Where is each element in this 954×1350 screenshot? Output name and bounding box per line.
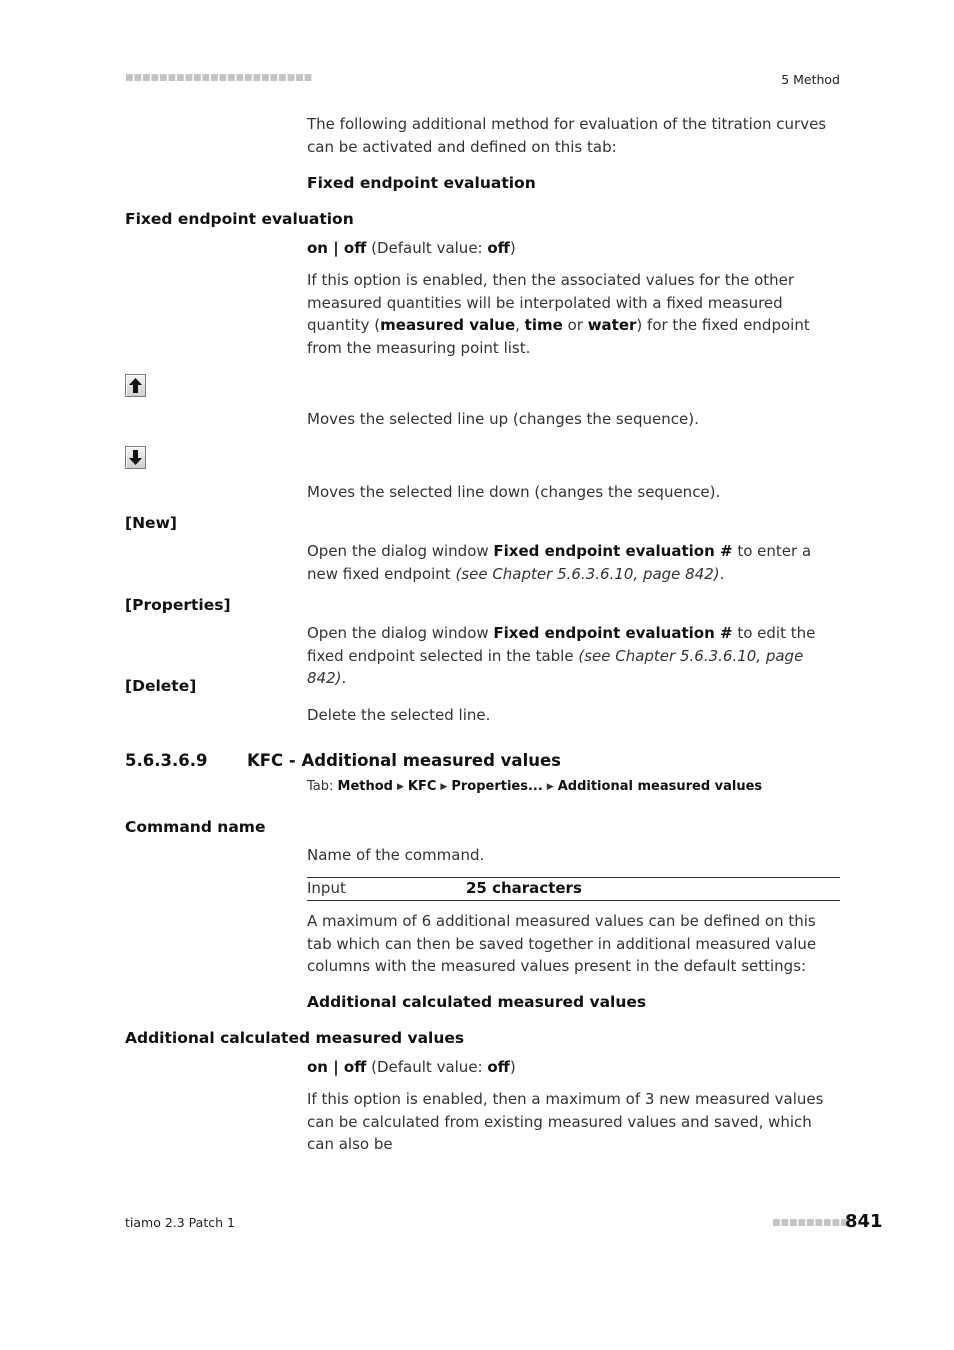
- intro-paragraph: The following additional method for evaluation of the titration curves can be activated and defined on this tab:: [307, 115, 827, 156]
- table-bottom-rule: [307, 900, 840, 901]
- tab-breadcrumb: Tab: Method ▶ KFC ▶ Properties... ▶ Additional measured values: [307, 779, 763, 794]
- section-title: KFC - Additional measured values: [247, 751, 561, 770]
- intro-heading: Fixed endpoint evaluation: [307, 174, 536, 192]
- breadcrumb-separator-icon: ▶: [397, 782, 404, 792]
- additional-calc-description: If this option is enabled, then a maximum of 3 new measured values can be calculated from existing measured values and saved, which can also be: [307, 1090, 824, 1153]
- command-name-description: Name of the command.: [307, 846, 485, 864]
- move-down-description: Moves the selected line down (changes the sequence).: [307, 483, 721, 501]
- fixed-endpoint-values: on | off (Default value: off): [307, 239, 516, 257]
- fixed-endpoint-description: If this option is enabled, then the associated values for the other measured quantities will be interpolated with a fixed measured quantity (measured value, time or water) for the fixed endpoint from the measuring point list.: [307, 271, 810, 357]
- command-name-after: A maximum of 6 additional measured values can be defined on this tab which can then be saved together in additional measured value columns with the measured values present in the default settings:: [307, 912, 817, 975]
- table-key: Input: [307, 879, 346, 897]
- breadcrumb-item: KFC: [407, 779, 437, 794]
- delete-button-label: [Delete]: [125, 677, 197, 695]
- new-button-label: [New]: [125, 514, 177, 532]
- move-up-description: Moves the selected line up (changes the sequence).: [307, 410, 699, 428]
- breadcrumb-separator-icon: ▶: [440, 782, 448, 792]
- footer-decoration: ■■■■■■■■■: [772, 1218, 849, 1228]
- section-number: 5.6.3.6.9: [125, 751, 208, 770]
- additional-calc-values: on | off (Default value: off): [307, 1058, 516, 1076]
- header-section-title: 5 Method: [781, 72, 840, 87]
- arrow-up-icon: [125, 374, 146, 397]
- page-number: 841: [845, 1211, 883, 1232]
- properties-button-label: [Properties]: [125, 596, 231, 614]
- command-name-label: Command name: [125, 818, 266, 836]
- new-button-description: Open the dialog window Fixed endpoint evaluation # to enter a new fixed endpoint (see Chapter 5.6.3.6.10, page 842).: [307, 542, 812, 583]
- additional-calc-label: Additional calculated measured values: [125, 1029, 465, 1047]
- breadcrumb-separator-icon: ▶: [546, 782, 554, 792]
- properties-button-description: Open the dialog window Fixed endpoint evaluation # to edit the fixed endpoint selected in the table (see Chapter 5.6.3.6.10, page 842).: [307, 624, 816, 687]
- breadcrumb-item: Additional measured values: [557, 779, 763, 794]
- arrow-down-icon: [125, 446, 146, 469]
- breadcrumb-item: Method: [337, 779, 393, 794]
- fixed-endpoint-label: Fixed endpoint evaluation: [125, 210, 354, 228]
- delete-button-description: Delete the selected line.: [307, 706, 491, 724]
- table-value: 25 characters: [466, 879, 582, 897]
- command-name-heading: Additional calculated measured values: [307, 993, 647, 1011]
- breadcrumb-item: Properties...: [451, 779, 543, 794]
- header-decoration: ■■■■■■■■■■■■■■■■■■■■■■: [125, 73, 313, 83]
- footer-product: tiamo 2.3 Patch 1: [125, 1215, 235, 1230]
